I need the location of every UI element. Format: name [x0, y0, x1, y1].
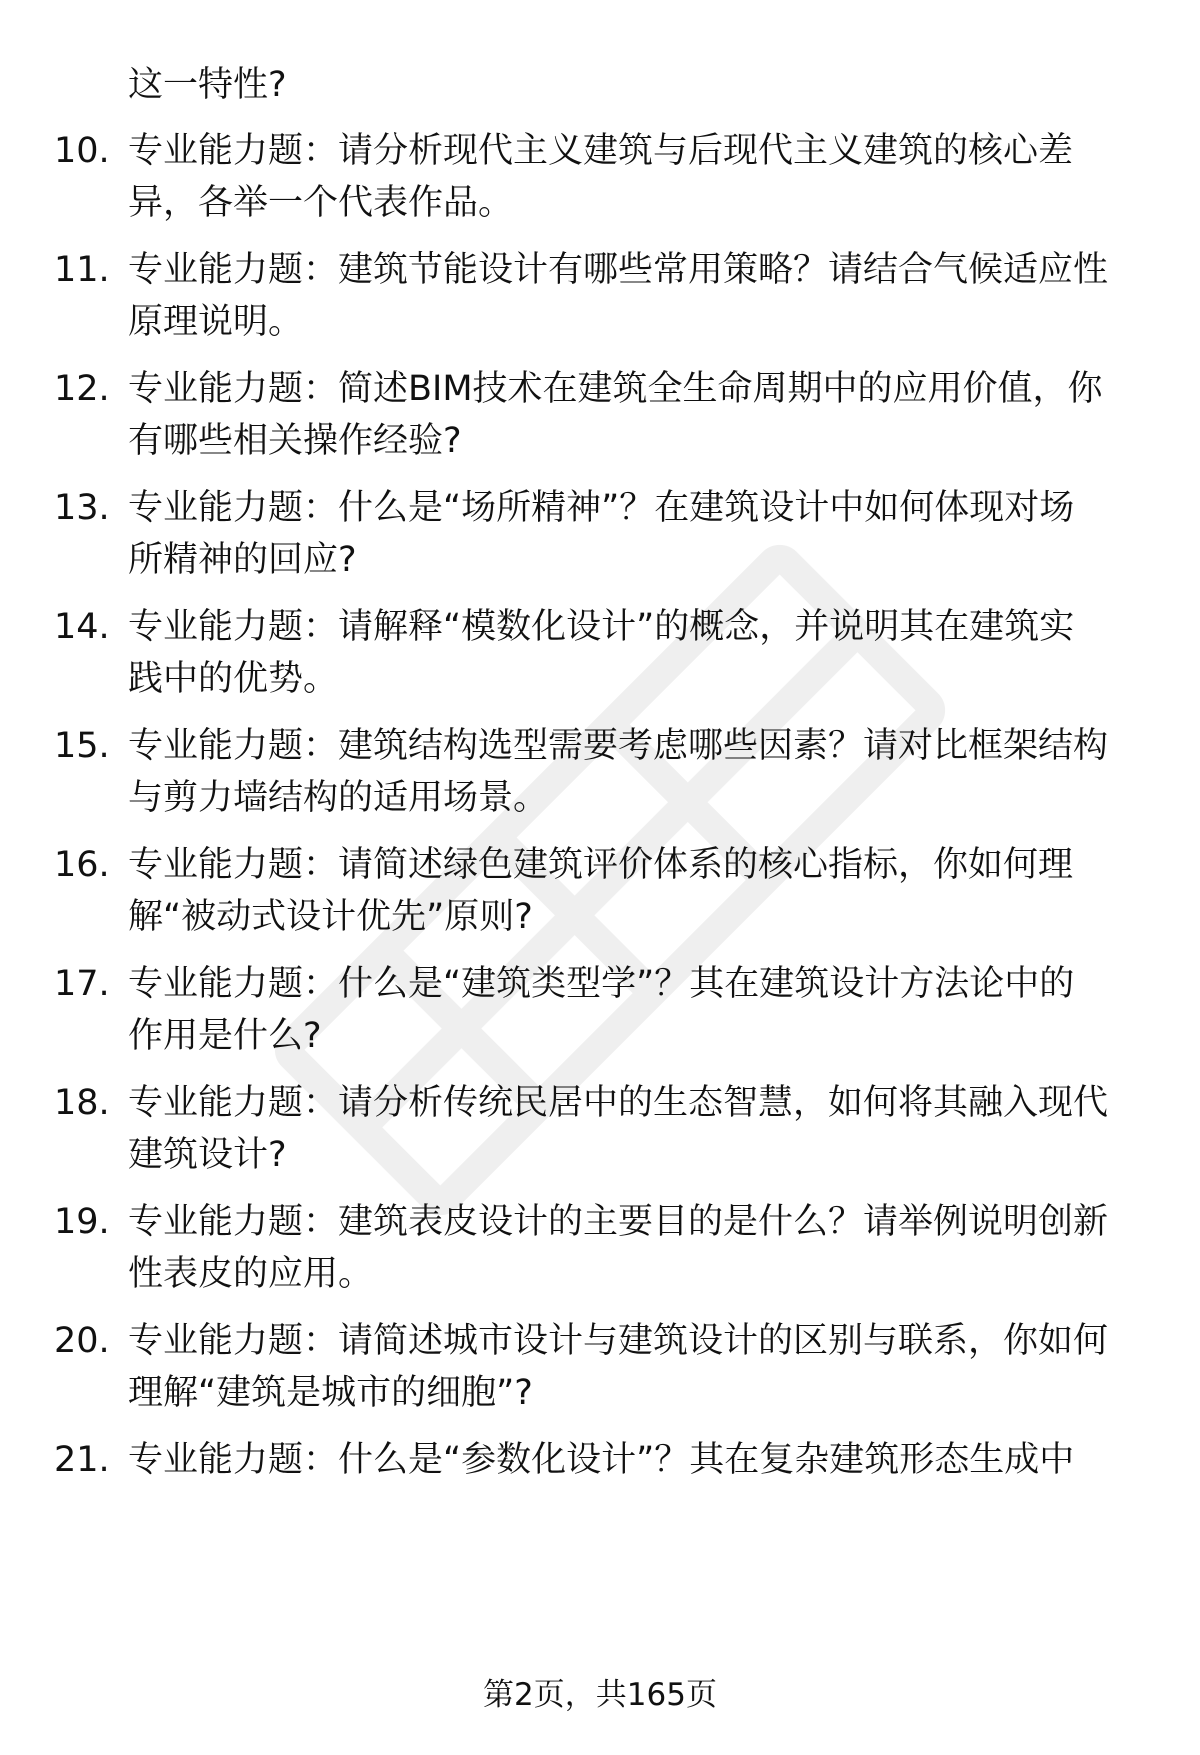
- question-number: 17.: [54, 964, 110, 1004]
- question-number: 21.: [54, 1440, 110, 1480]
- continuation-text: 这一特性?: [128, 65, 287, 105]
- question-text: 专业能力题：请分析现代主义建筑与后现代主义建筑的核心差 异，各举一个代表作品。: [128, 131, 1074, 223]
- question-number: 14.: [54, 607, 110, 647]
- question-text: 专业能力题：建筑节能设计有哪些常用策略？请结合气候适应性 原理说明。: [128, 250, 1109, 342]
- question-text: 专业能力题：什么是“建筑类型学”？其在建筑设计方法论中的 作用是什么?: [128, 964, 1075, 1056]
- question-text: 专业能力题：什么是“场所精神”？在建筑设计中如何体现对场 所精神的回应?: [128, 488, 1075, 580]
- question-text: 专业能力题：建筑表皮设计的主要目的是什么？请举例说明创新 性表皮的应用。: [128, 1202, 1109, 1294]
- question-text: 专业能力题：建筑结构选型需要考虑哪些因素？请对比框架结构 与剪力墙结构的适用场景。: [128, 726, 1109, 818]
- question-number: 19.: [54, 1202, 110, 1242]
- question-number: 18.: [54, 1083, 110, 1123]
- question-text: 专业能力题：请分析传统民居中的生态智慧，如何将其融入现代 建筑设计?: [128, 1083, 1109, 1175]
- question-number: 11.: [54, 250, 110, 290]
- question-number: 13.: [54, 488, 110, 528]
- page-footer: 第2页，共165页: [483, 1677, 717, 1713]
- question-number: 15.: [54, 726, 110, 766]
- question-text: 专业能力题：什么是“参数化设计”？其在复杂建筑形态生成中: [128, 1440, 1075, 1480]
- question-text: 专业能力题：请简述城市设计与建筑设计的区别与联系，你如何 理解“建筑是城市的细胞”?: [128, 1321, 1109, 1413]
- question-number: 20.: [54, 1321, 110, 1361]
- question-number: 16.: [54, 845, 110, 885]
- question-text: 专业能力题：简述BIM技术在建筑全生命周期中的应用价值，你 有哪些相关操作经验?: [128, 369, 1103, 461]
- question-text: 专业能力题：请解释“模数化设计”的概念，并说明其在建筑实 践中的优势。: [128, 607, 1075, 699]
- question-number: 10.: [54, 131, 110, 171]
- question-text: 专业能力题：请简述绿色建筑评价体系的核心指标，你如何理 解“被动式设计优先”原则?: [128, 845, 1074, 937]
- question-number: 12.: [54, 369, 110, 409]
